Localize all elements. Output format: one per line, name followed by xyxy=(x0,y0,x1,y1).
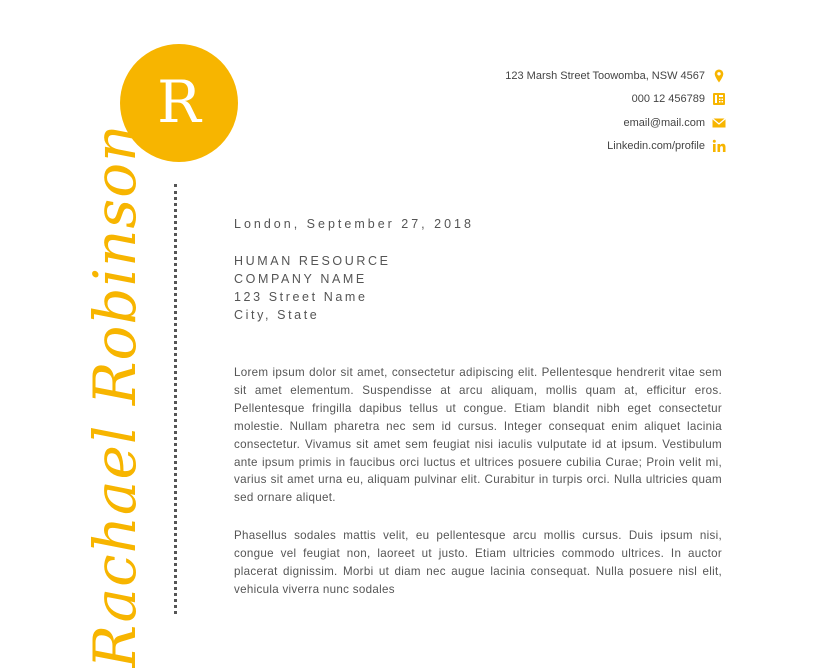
contact-phone xyxy=(505,88,727,112)
recipient-line: COMPANY NAME xyxy=(234,272,367,286)
contact-phone-text: 000 12 456789 xyxy=(631,93,705,106)
recipient-line: HUMAN RESOURCE xyxy=(234,254,391,268)
contact-email xyxy=(505,111,727,135)
contact-email-text: email@mail.com xyxy=(623,116,705,129)
envelope-icon xyxy=(711,115,727,131)
phone-icon xyxy=(711,91,727,107)
contact-address-text: 123 Marsh Street Toowomba, NSW 4567 xyxy=(505,69,705,82)
recipient-line: City, State xyxy=(234,308,320,322)
letter-date: London, September 27, 2018 xyxy=(234,217,474,231)
recipient-address xyxy=(234,252,722,324)
contact-linkedin-text: Linkedin.com/profile xyxy=(607,140,705,153)
letter-body xyxy=(234,217,722,599)
location-pin-icon xyxy=(711,68,727,84)
linkedin-icon xyxy=(711,138,727,154)
letter-paragraph: Phasellus sodales mattis velit, eu pellentesque arcu mollis cursus. Duis ipsum nisi, congue vel feugiat non, laoreet ut justo. Etiam ultricies commodo ultrices. In auctor placerat dignissim. Morbi ut diam nec augue lacinia consequat. Nulla posuere nisl elit, vehicula viverra nunc sodales xyxy=(234,529,722,596)
monogram-letter: R xyxy=(157,68,201,136)
contact-linkedin xyxy=(505,135,727,159)
vertical-dotted-divider xyxy=(174,184,177,614)
contact-block xyxy=(505,64,727,158)
vertical-name: Rachael Robinson xyxy=(81,123,149,668)
letter-paragraph: Lorem ipsum dolor sit amet, consectetur adipiscing elit. Pellentesque hendrerit vitae sem sit amet elementum. Suspendisse at arcu aliquam, mollis quam at, efficitur eros. Pellentesque fringilla dapibus tellus ut congue. Etiam blandit nibh eget consectetur molestie. Nullam pharetra nec sem id cursus. Integer consequat enim aliquet lacinia consectetur. Vivamus sit amet sem feugiat nisi iaculis vulputate id at ipsum. Vestibulum ante ipsum primis in faucibus orci luctus et ultrices posuere cubilia Curae; Proin velit mi, varius sit amet urna eu, aliquam pulvinar elit. Curabitur in turpis orci. Nulla ultricies quam sed ornare aliquet. xyxy=(234,366,722,505)
recipient-line: 123 Street Name xyxy=(234,290,368,304)
contact-address xyxy=(505,64,727,88)
